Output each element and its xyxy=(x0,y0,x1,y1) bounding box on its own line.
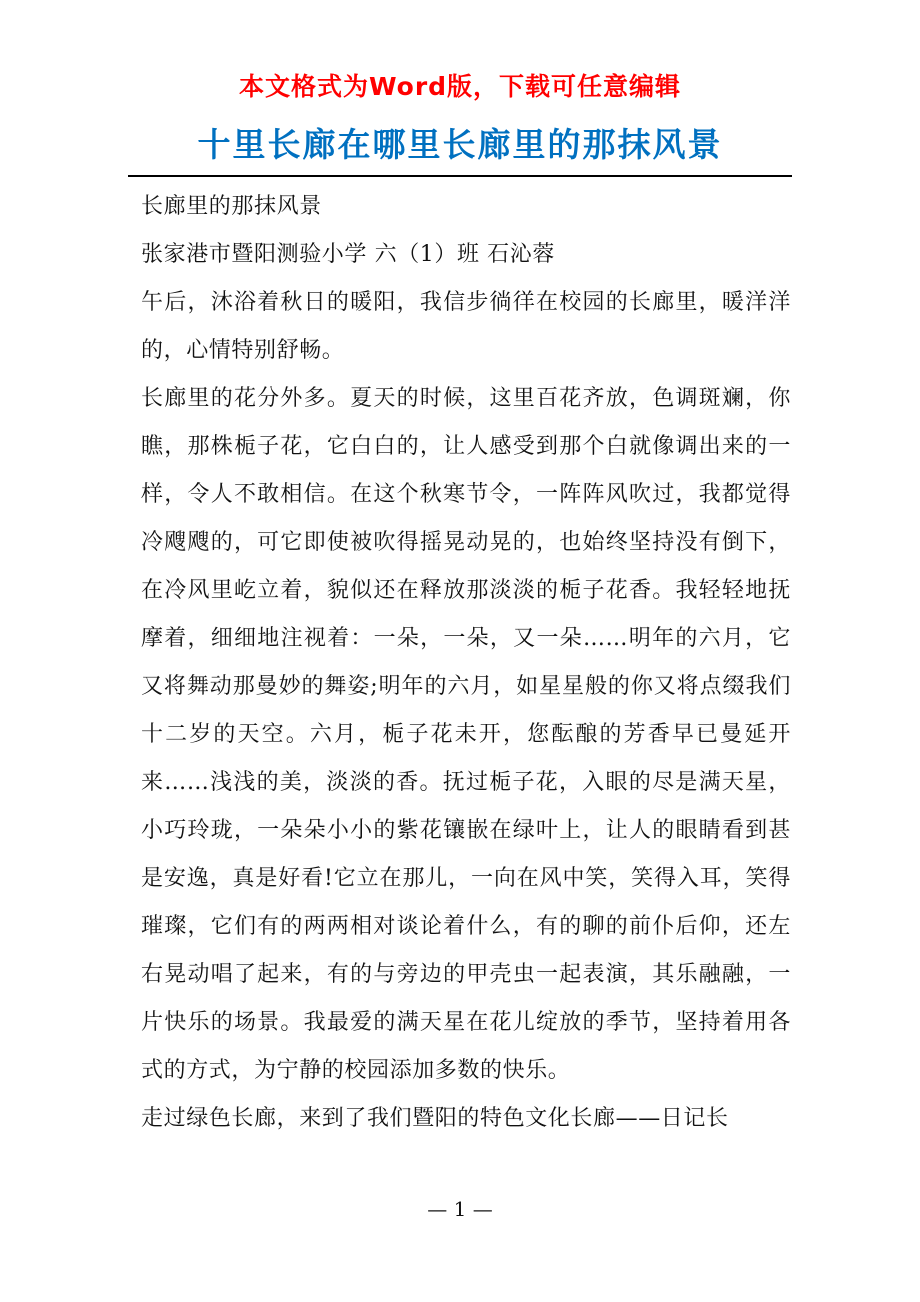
paragraph: 长廊里的花分外多。夏天的时候，这里百花齐放，色调斑斓，你瞧，那株栀子花，它白白的，让人感受到那个白就像调出来的一样，令人不敢相信。在这个秋寒节令，一阵阵风吹过，我都觉得冷飕飕的，可它即使被吹得摇晃动晃的，也始终坚持没有倒下，在冷风里屹立着，貌似还在释放那淡淡的栀子花香。我轻轻地抚摩着，细细地注视着：一朵，一朵，又一朵……明年的六月，它又将舞动那曼妙的舞姿;明年的六月，如星星般的你又将点缀我们十二岁的天空。六月，栀子花未开，您酝酿的芳香早已曼延开来……浅浅的美，淡淡的香。抚过栀子花，入眼的尽是满天星，小巧玲珑，一朵朵小小的紫花镶嵌在绿叶上，让人的眼睛看到甚是安逸，真是好看!它立在那儿，一向在风中笑，笑得入耳，笑得璀璨，它们有的两两相对谈论着什么，有的聊的前仆后仰，还左右晃动唱了起来，有的与旁边的甲壳虫一起表演，其乐融融，一片快乐的场景。我最爱的满天星在花儿绽放的季节，坚持着用各式的方式，为宁静的校园添加多数的快乐。 xyxy=(141,386,791,1083)
document-body xyxy=(141,183,791,1143)
article-heading: 长廊里的那抹风景 xyxy=(141,194,322,219)
title-divider xyxy=(128,175,792,177)
author-line: 张家港市暨阳测验小学 六（1）班 石沁蓉 xyxy=(141,242,555,267)
paragraph: 午后，沐浴着秋日的暖阳，我信步徜徉在校园的长廊里，暖洋洋的，心情特别舒畅。 xyxy=(141,290,791,363)
paragraph: 走过绿色长廊，来到了我们暨阳的特色文化长廊——日记长 xyxy=(141,1106,729,1131)
page-number: — 1 — xyxy=(427,1197,493,1221)
document-title: 十里长廊在哪里长廊里的那抹风景 xyxy=(197,125,723,164)
format-notice-banner: 本文格式为Word版，下载可任意编辑 xyxy=(238,72,682,101)
